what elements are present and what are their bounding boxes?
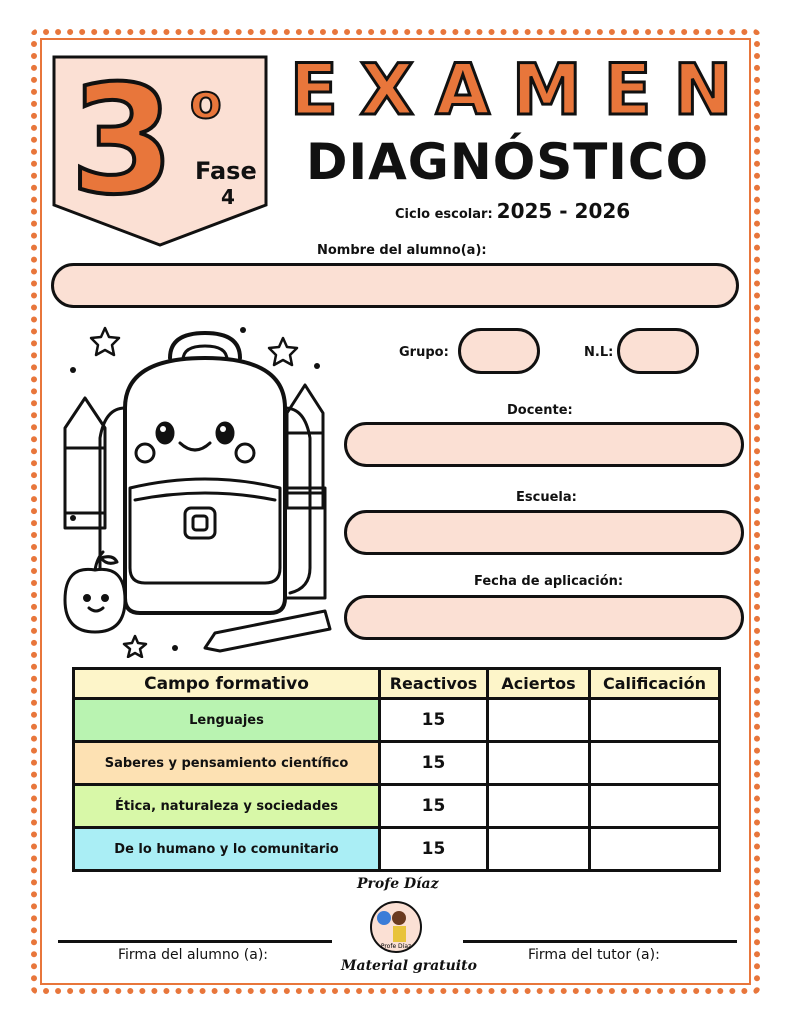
grade-badge [52, 55, 268, 247]
ciclo-escolar [395, 197, 630, 229]
grade-degree: o [190, 75, 222, 129]
brand-bottom: Material gratuito [341, 958, 477, 974]
campo-saberes: Saberes y pensamiento científico [74, 742, 380, 785]
grade-number: 3 [70, 54, 175, 228]
ciclo-label: Ciclo escolar: [395, 207, 493, 222]
firma-alumno-label: Firma del alumno (a): [118, 947, 269, 963]
author-avatar [369, 900, 423, 954]
escuela-label: Escuela: [516, 490, 577, 505]
firma-tutor-line [463, 940, 737, 943]
aciertos-cell[interactable] [488, 828, 590, 871]
backpack-illustration [55, 318, 345, 658]
fase-label: Fase [195, 157, 257, 185]
aciertos-cell[interactable] [488, 699, 590, 742]
campo-humano: De lo humano y lo comunitario [74, 828, 380, 871]
calificacion-cell[interactable] [590, 699, 720, 742]
header-calificacion: Calificación [590, 669, 720, 699]
scores-table [72, 667, 721, 872]
title-diagnostico: DIAGNÓSTICO [306, 133, 710, 191]
campo-etica: Ética, naturaleza y sociedades [74, 785, 380, 828]
fecha-label: Fecha de aplicación: [474, 574, 624, 589]
ciclo-years: 2025 - 2026 [496, 199, 631, 223]
table-row [74, 742, 720, 785]
table-row [74, 828, 720, 871]
brand-top: Profe Díaz [357, 876, 439, 892]
nl-field[interactable] [617, 328, 699, 374]
docente-field[interactable] [344, 422, 744, 467]
table-row [74, 785, 720, 828]
docente-label: Docente: [507, 403, 573, 418]
firma-tutor-label: Firma del tutor (a): [528, 947, 660, 963]
calificacion-cell[interactable] [590, 742, 720, 785]
reactivos-cell: 15 [380, 785, 488, 828]
nombre-field[interactable] [51, 263, 739, 308]
campo-lenguajes: Lenguajes [74, 699, 380, 742]
grupo-field[interactable] [458, 328, 540, 374]
title-examen: EXAMEN [290, 49, 755, 131]
aciertos-cell[interactable] [488, 785, 590, 828]
reactivos-cell: 15 [380, 828, 488, 871]
header-aciertos: Aciertos [488, 669, 590, 699]
nombre-label: Nombre del alumno(a): [317, 243, 487, 258]
fecha-field[interactable] [344, 595, 744, 640]
reactivos-cell: 15 [380, 699, 488, 742]
escuela-field[interactable] [344, 510, 744, 555]
reactivos-cell: 15 [380, 742, 488, 785]
grupo-label: Grupo: [399, 345, 449, 360]
calificacion-cell[interactable] [590, 828, 720, 871]
fase-number: 4 [221, 185, 235, 209]
firma-alumno-line [58, 940, 332, 943]
aciertos-cell[interactable] [488, 742, 590, 785]
calificacion-cell[interactable] [590, 785, 720, 828]
avatar-caption: Profe Díaz [380, 943, 412, 950]
nl-label: N.L: [584, 345, 614, 360]
header-reactivos: Reactivos [380, 669, 488, 699]
table-row [74, 699, 720, 742]
table-header-row [74, 669, 720, 699]
header-campo: Campo formativo [74, 669, 380, 699]
